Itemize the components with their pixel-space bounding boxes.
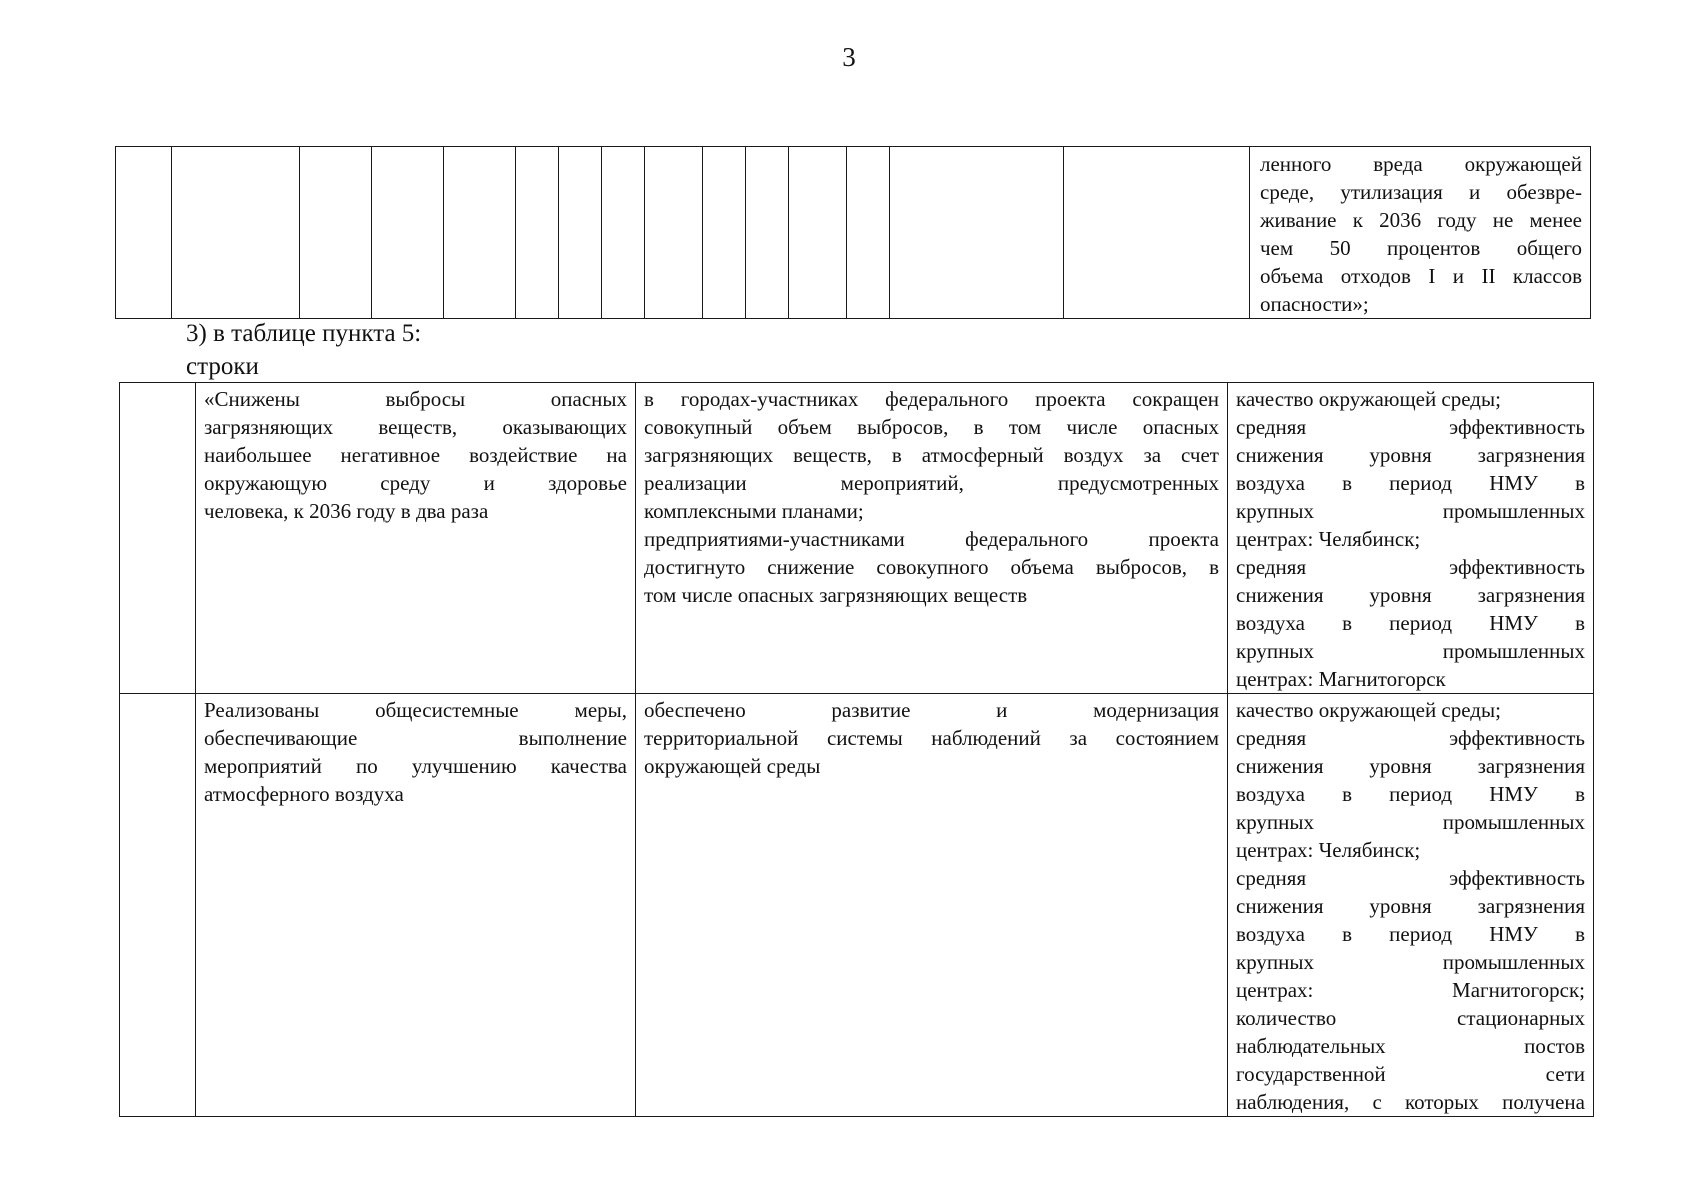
text-line: снижения уровня загрязнения (1236, 443, 1585, 467)
top-cell-8 (602, 147, 645, 319)
text-line: центрах: Челябинск; (1236, 838, 1421, 862)
table-row (120, 383, 1594, 694)
top-cell-text (1250, 147, 1591, 319)
characteristic-cell (636, 383, 1228, 694)
text-line: средняя эффективность (1236, 866, 1585, 890)
text-line: обеспечивающие выполнение (204, 726, 627, 750)
top-cell-1 (116, 147, 172, 319)
text-line: Реализованы общесистемные меры, (204, 698, 627, 722)
text-line: крупных промышленных (1236, 950, 1585, 974)
text-line: количество стационарных (1236, 1006, 1585, 1030)
top-cell-2 (172, 147, 300, 319)
text-line: объема отходов I и II классов (1260, 264, 1582, 288)
text-line: совокупный объем выбросов, в том числе опасных (644, 415, 1219, 439)
text-line: чем 50 процентов общего (1260, 236, 1582, 260)
rows-caption: строки (186, 353, 259, 380)
text-line: комплексными планами; (644, 499, 864, 523)
top-cell-5 (444, 147, 516, 319)
text-line: человека, к 2036 году в два раза (204, 499, 489, 523)
text-line: центрах: Магнитогорск; (1236, 978, 1585, 1002)
row-number-cell (120, 694, 196, 1117)
text-line: территориальной системы наблюдений за состоянием (644, 726, 1219, 750)
top-cell-3 (300, 147, 372, 319)
text-line: опасности»; (1260, 292, 1369, 316)
table-row (120, 694, 1594, 1117)
text-line: атмосферного воздуха (204, 782, 404, 806)
text-line: загрязняющих веществ, в атмосферный воздух за счет (644, 443, 1219, 467)
top-table-row (116, 147, 1591, 319)
top-cell-7 (559, 147, 602, 319)
text-line: государственной сети (1236, 1062, 1585, 1086)
text-line: качество окружающей среды; (1236, 387, 1501, 411)
text-line: предприятиями-участниками федерального проекта (644, 527, 1219, 551)
text-line: крупных промышленных (1236, 499, 1585, 523)
text-line: крупных промышленных (1236, 810, 1585, 834)
top-table-fragment (115, 146, 1591, 319)
top-cell-12 (789, 147, 847, 319)
top-cell-13 (847, 147, 890, 319)
text-line: снижения уровня загрязнения (1236, 894, 1585, 918)
row-number-cell (120, 383, 196, 694)
text-line: средняя эффективность (1236, 726, 1585, 750)
main-table (119, 382, 1594, 1117)
text-line: средняя эффективность (1236, 415, 1585, 439)
text-line: центрах: Челябинск; (1236, 527, 1421, 551)
text-line: обеспечено развитие и модернизация (644, 698, 1219, 722)
text-line: достигнуто снижение совокупного объема выбросов, в (644, 555, 1219, 579)
text-line: живание к 2036 году не менее (1260, 208, 1582, 232)
top-cell-9 (645, 147, 703, 319)
text-line: воздуха в период НМУ в (1236, 611, 1585, 635)
text-line: центрах: Магнитогорск (1236, 667, 1446, 691)
text-line: мероприятий по улучшению качества (204, 754, 627, 778)
item-caption: 3) в таблице пункта 5: (186, 320, 422, 347)
characteristic-cell (636, 694, 1228, 1117)
text-line: реализации мероприятий, предусмотренных (644, 471, 1219, 495)
text-line: загрязняющих веществ, оказывающих (204, 415, 627, 439)
text-line: наибольшее негативное воздействие на (204, 443, 627, 467)
top-cell-6 (516, 147, 559, 319)
text-line: наблюдательных постов (1236, 1034, 1585, 1058)
text-line: качество окружающей среды; (1236, 698, 1501, 722)
text-line: воздуха в период НМУ в (1236, 922, 1585, 946)
text-line: в городах-участниках федерального проекта сокращен (644, 387, 1219, 411)
text-line: окружающую среду и здоровье (204, 471, 627, 495)
page-number: 3 (842, 42, 856, 72)
text-line: воздуха в период НМУ в (1236, 471, 1585, 495)
top-cell-15 (1064, 147, 1250, 319)
text-line: средняя эффективность (1236, 555, 1585, 579)
text-line: том числе опасных загрязняющих веществ (644, 583, 1028, 607)
top-cell-14 (890, 147, 1064, 319)
text-line: воздуха в период НМУ в (1236, 782, 1585, 806)
text-line: «Снижены выбросы опасных (204, 387, 627, 411)
text-line: ленного вреда окружающей (1260, 152, 1582, 176)
text-line: среде, утилизация и обезвре- (1260, 180, 1582, 204)
result-cell (196, 383, 636, 694)
text-line: окружающей среды (644, 754, 821, 778)
top-cell-4 (372, 147, 444, 319)
indicator-cell (1228, 694, 1594, 1117)
text-line: наблюдения, с которых получена (1236, 1090, 1585, 1114)
text-line: снижения уровня загрязнения (1236, 583, 1585, 607)
indicator-cell (1228, 383, 1594, 694)
top-cell-11 (746, 147, 789, 319)
top-cell-10 (703, 147, 746, 319)
text-line: снижения уровня загрязнения (1236, 754, 1585, 778)
text-line: крупных промышленных (1236, 639, 1585, 663)
result-cell (196, 694, 636, 1117)
